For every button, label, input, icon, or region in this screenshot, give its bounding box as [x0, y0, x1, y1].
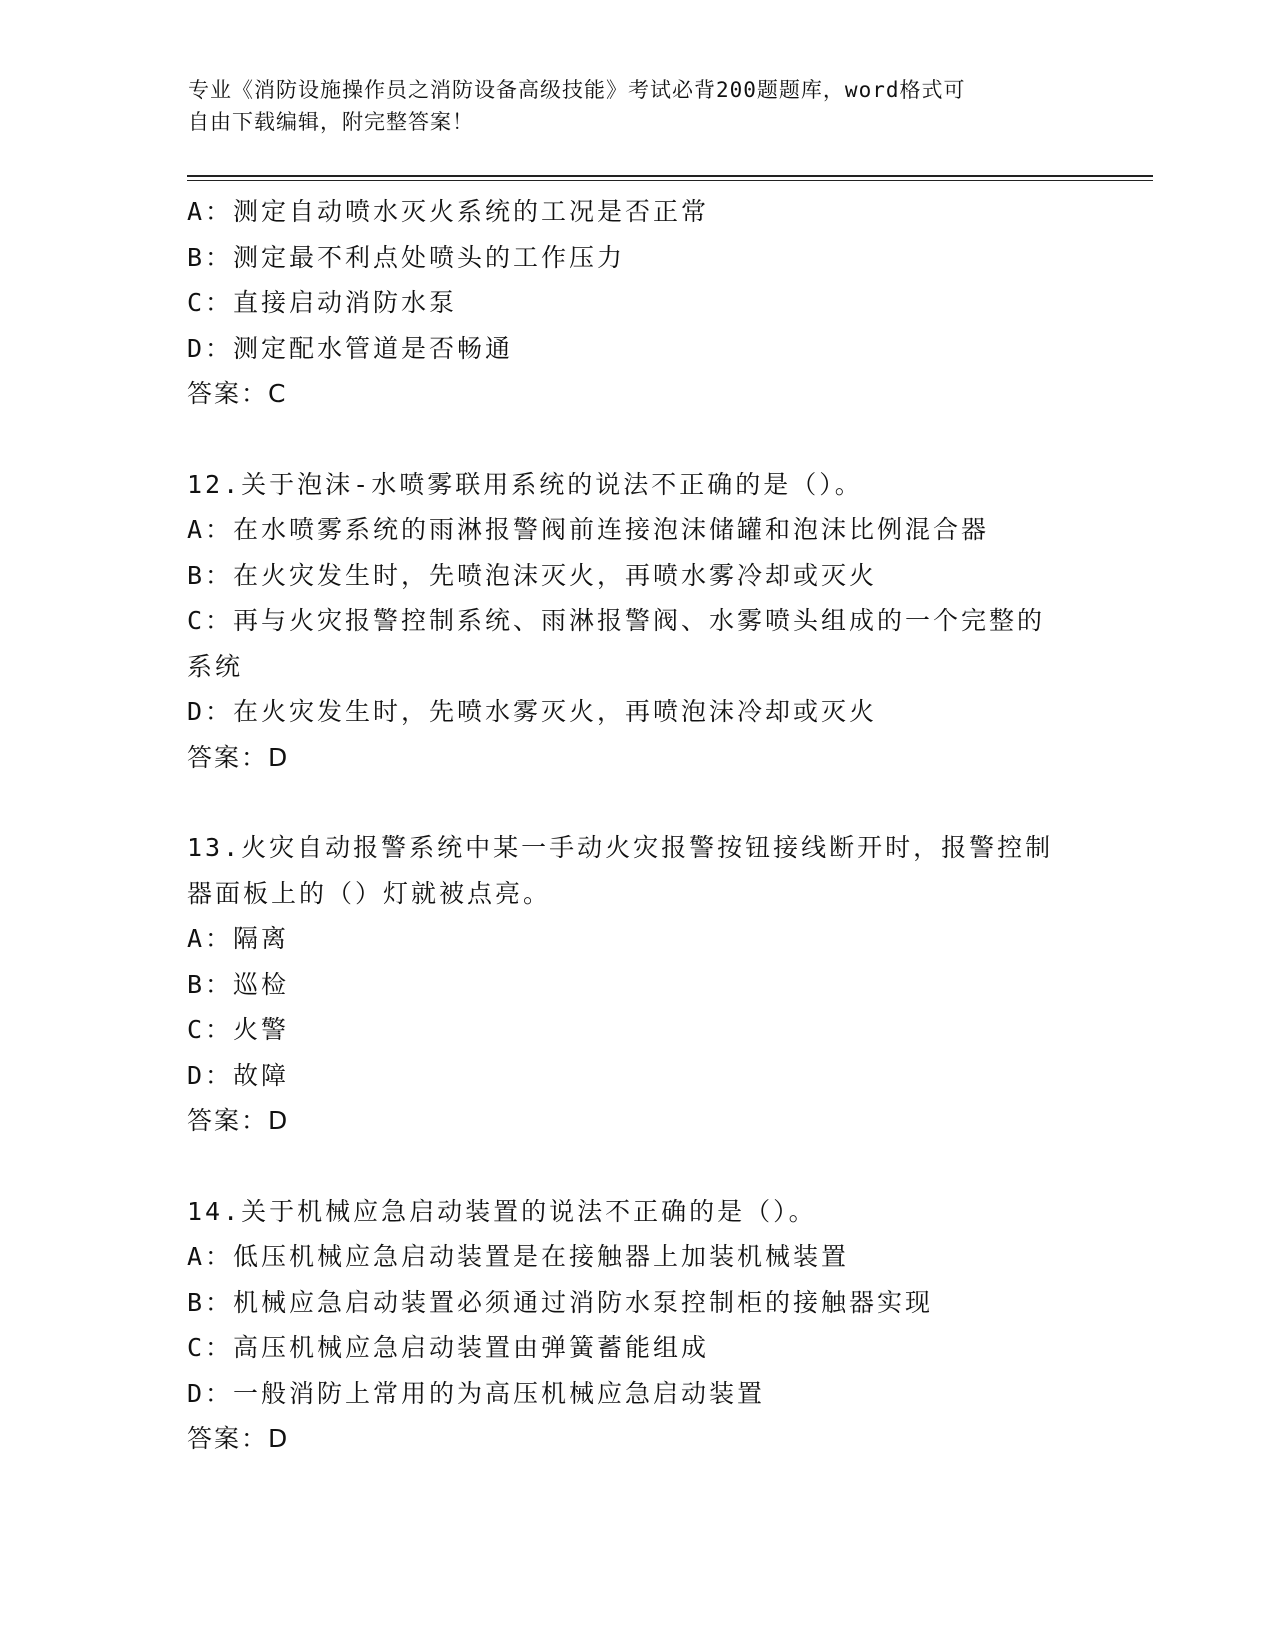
spacer — [187, 417, 1087, 462]
header-divider-thin — [187, 180, 1153, 181]
question-text: 12.关于泡沫-水喷雾联用系统的说法不正确的是（）。 — [187, 469, 863, 499]
question-list — [187, 189, 1087, 1462]
option-a: A：低压机械应急启动装置是在接触器上加装机械装置 — [187, 1242, 850, 1271]
option-a: A：在水喷雾系统的雨淋报警阀前连接泡沫储罐和泡沫比例混合器 — [187, 515, 990, 544]
option-b: B：在火灾发生时，先喷泡沫灭火，再喷水雾冷却或灭火 — [187, 560, 878, 590]
option-c: C：再与火灾报警控制系统、雨淋报警阀、水雾喷头组成的一个完整的系统 — [187, 606, 1046, 681]
answer: 答案：D — [187, 742, 290, 772]
option-b: B：测定最不利点处喷头的工作压力 — [187, 242, 626, 272]
option-d: D：一般消防上常用的为高压机械应急启动装置 — [187, 1378, 766, 1408]
question-text: 14.关于机械应急启动装置的说法不正确的是（）。 — [187, 1196, 817, 1226]
spacer — [187, 780, 1087, 825]
question-text: 13.火灾自动报警系统中某一手动火灾报警按钮接线断开时，报警控制器面板上的（）灯就被点亮。 — [187, 833, 1054, 908]
option-b: B：巡检 — [187, 969, 290, 999]
question-14 — [187, 1189, 1087, 1462]
option-d: D：在火灾发生时，先喷水雾灭火，再喷泡沫冷却或灭火 — [187, 697, 878, 726]
option-d: D：故障 — [187, 1060, 290, 1090]
option-c: C：直接启动消防水泵 — [187, 288, 458, 317]
option-b: B：机械应急启动装置必须通过消防水泵控制柜的接触器实现 — [187, 1287, 934, 1317]
option-d: D：测定配水管道是否畅通 — [187, 333, 514, 363]
question-11 — [187, 189, 1087, 417]
question-12 — [187, 462, 1087, 781]
option-a: A：测定自动喷水灭火系统的工况是否正常 — [187, 197, 710, 226]
spacer — [187, 1144, 1087, 1189]
answer: 答案：D — [187, 1424, 290, 1453]
answer: 答案：C — [187, 379, 288, 408]
option-c: C：高压机械应急启动装置由弹簧蓄能组成 — [187, 1333, 710, 1362]
option-c: C：火警 — [187, 1015, 290, 1044]
header-title-line-1: 专业《消防设施操作员之消防设备高级技能》考试必背200题题库，word格式可 — [188, 78, 966, 102]
header-divider-thick — [187, 175, 1153, 177]
header-title-line-2: 自由下载编辑，附完整答案！ — [188, 110, 474, 134]
document-header — [188, 74, 1088, 138]
question-13 — [187, 825, 1087, 1144]
answer: 答案：D — [187, 1106, 290, 1135]
option-a: A：隔离 — [187, 924, 290, 953]
